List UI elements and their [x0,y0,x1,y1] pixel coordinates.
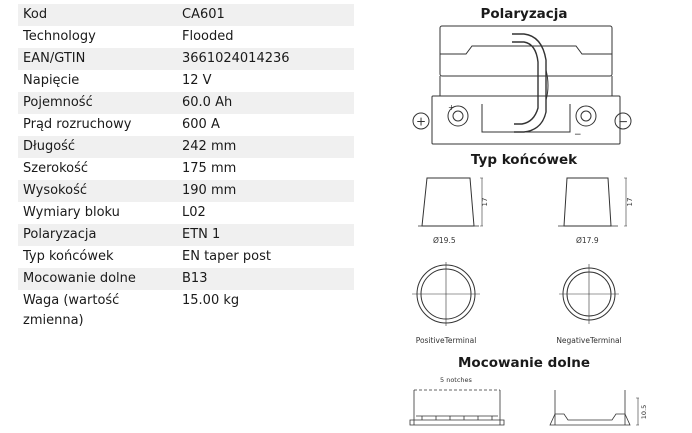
spec-value: L02 [182,205,206,220]
negative-terminal-label: NegativeTerminal [556,336,622,345]
right-terminal-sign: − [574,130,582,140]
mounting-side-view [550,390,639,425]
spec-table [18,4,354,333]
polarity-title: Polaryzacja [480,6,568,22]
spec-key: Prąd rozruchowy [23,117,132,132]
battery-top-view [432,26,620,144]
mounting-front-view [410,390,504,425]
mounting-title: Mocowanie dolne [458,355,590,371]
spec-row [18,202,354,224]
spec-row [18,158,354,180]
spec-value: 3661024014236 [182,51,290,66]
spec-value: 60.0 Ah [182,95,233,110]
spec-row [18,246,354,268]
spec-row [18,48,354,70]
spec-value: 15.00 kg [182,293,240,308]
spec-row [18,136,354,158]
spec-key: Waga (wartość zmienna) [23,293,120,328]
spec-value: EN taper post [182,249,271,264]
spec-value: 12 V [182,73,212,88]
spec-row [18,268,354,290]
diagram-panel [400,0,692,433]
spec-key: Polaryzacja [23,227,97,242]
spec-row [18,114,354,136]
positive-terminal-top [412,262,480,326]
spec-row [18,70,354,92]
negative-terminal-side [558,178,627,226]
spec-row [18,4,354,26]
spec-value: CA601 [182,7,225,22]
spec-value: ETN 1 [182,227,221,242]
spec-row [18,224,354,246]
positive-height-label: 17 [481,197,489,207]
spec-value: 242 mm [182,139,237,154]
spec-row [18,180,354,202]
notches-label: 5 notches [440,376,472,384]
spec-value: 175 mm [182,161,237,176]
spec-key: Pojemność [23,95,93,110]
spec-key: Wysokość [23,183,87,198]
spec-value: 190 mm [182,183,237,198]
spec-key: Wymiary bloku [23,205,120,220]
spec-key: EAN/GTIN [23,51,86,66]
svg-text:+: + [415,114,427,129]
plus-icon [413,113,429,129]
spec-value: 600 A [182,117,220,132]
spec-key: Kod [23,7,48,22]
negative-terminal-top [559,264,619,324]
left-terminal-sign: + [448,103,455,112]
spec-row [18,290,354,333]
spec-key: Szerokość [23,161,89,176]
negative-height-label: 17 [626,197,634,207]
spec-key: Technology [23,29,96,44]
minus-icon [615,113,631,129]
terminals-title: Typ końcówek [470,152,578,168]
spec-row [18,26,354,48]
spec-value: Flooded [182,29,234,44]
spec-value: B13 [182,271,208,286]
spec-key: Napięcie [23,73,80,88]
positive-terminal-label: PositiveTerminal [415,336,477,345]
positive-diameter-label: Ø19.5 [433,236,456,245]
spec-row [18,92,354,114]
svg-text:−: − [617,114,629,129]
mounting-height-label: 10.5 [640,404,648,420]
spec-key: Długość [23,139,76,154]
spec-key: Mocowanie dolne [23,271,136,286]
positive-terminal-side [418,178,483,226]
spec-key: Typ końcówek [23,249,114,264]
negative-diameter-label: Ø17.9 [576,236,599,245]
